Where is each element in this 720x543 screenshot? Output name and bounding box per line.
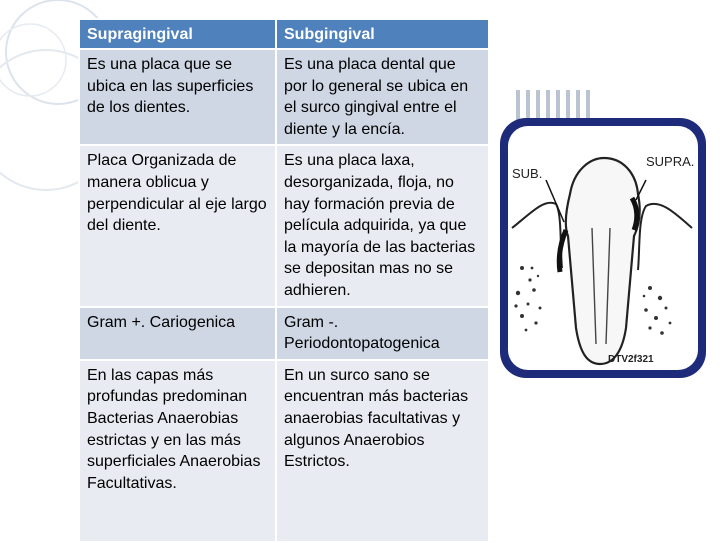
table-row [79, 360, 489, 542]
tooth-diagram-frame [500, 118, 706, 378]
table-row [79, 145, 489, 306]
figure-code: DTV2f321 [608, 354, 654, 365]
cell-sub-organization: Es una placa laxa, desorganizada, floja, no hay formación previa de película adquirida, ya que la mayoría de las bacterias se depositan mas no se adhieren. [276, 145, 489, 306]
table-row [79, 49, 489, 145]
cell-sub-location: Es una placa dental que por lo general se ubica en el surco gingival entre el diente y la encía. [276, 49, 489, 145]
header-subgingival: Subgingival [276, 19, 489, 49]
label-supra: SUPRA. [646, 154, 695, 169]
cell-supra-bacteria: En las capas más profundas predominan Bacterias Anaerobias estrictas y en las más superficiales Anaerobias Facultativas. [79, 360, 276, 542]
label-sub: SUB. [512, 166, 543, 181]
header-supragingival: Supragingival [79, 19, 276, 49]
cell-supra-gram: Gram +. Cariogenica [79, 307, 276, 360]
cell-sub-bacteria: En un surco sano se encuentran más bacterias anaerobias facultativas y algunos Anaerobios Estrictos. [276, 360, 489, 542]
plaque-comparison-table [78, 18, 490, 543]
table-row [79, 307, 489, 360]
cell-supra-location: Es una placa que se ubica en las superficies de los dientes. [79, 49, 276, 145]
table-header-row [79, 19, 489, 49]
cell-supra-organization: Placa Organizada de manera oblicua y perpendicular al eje largo del diente. [79, 145, 276, 306]
cell-sub-gram: Gram -. Periodontopatogenica [276, 307, 489, 360]
